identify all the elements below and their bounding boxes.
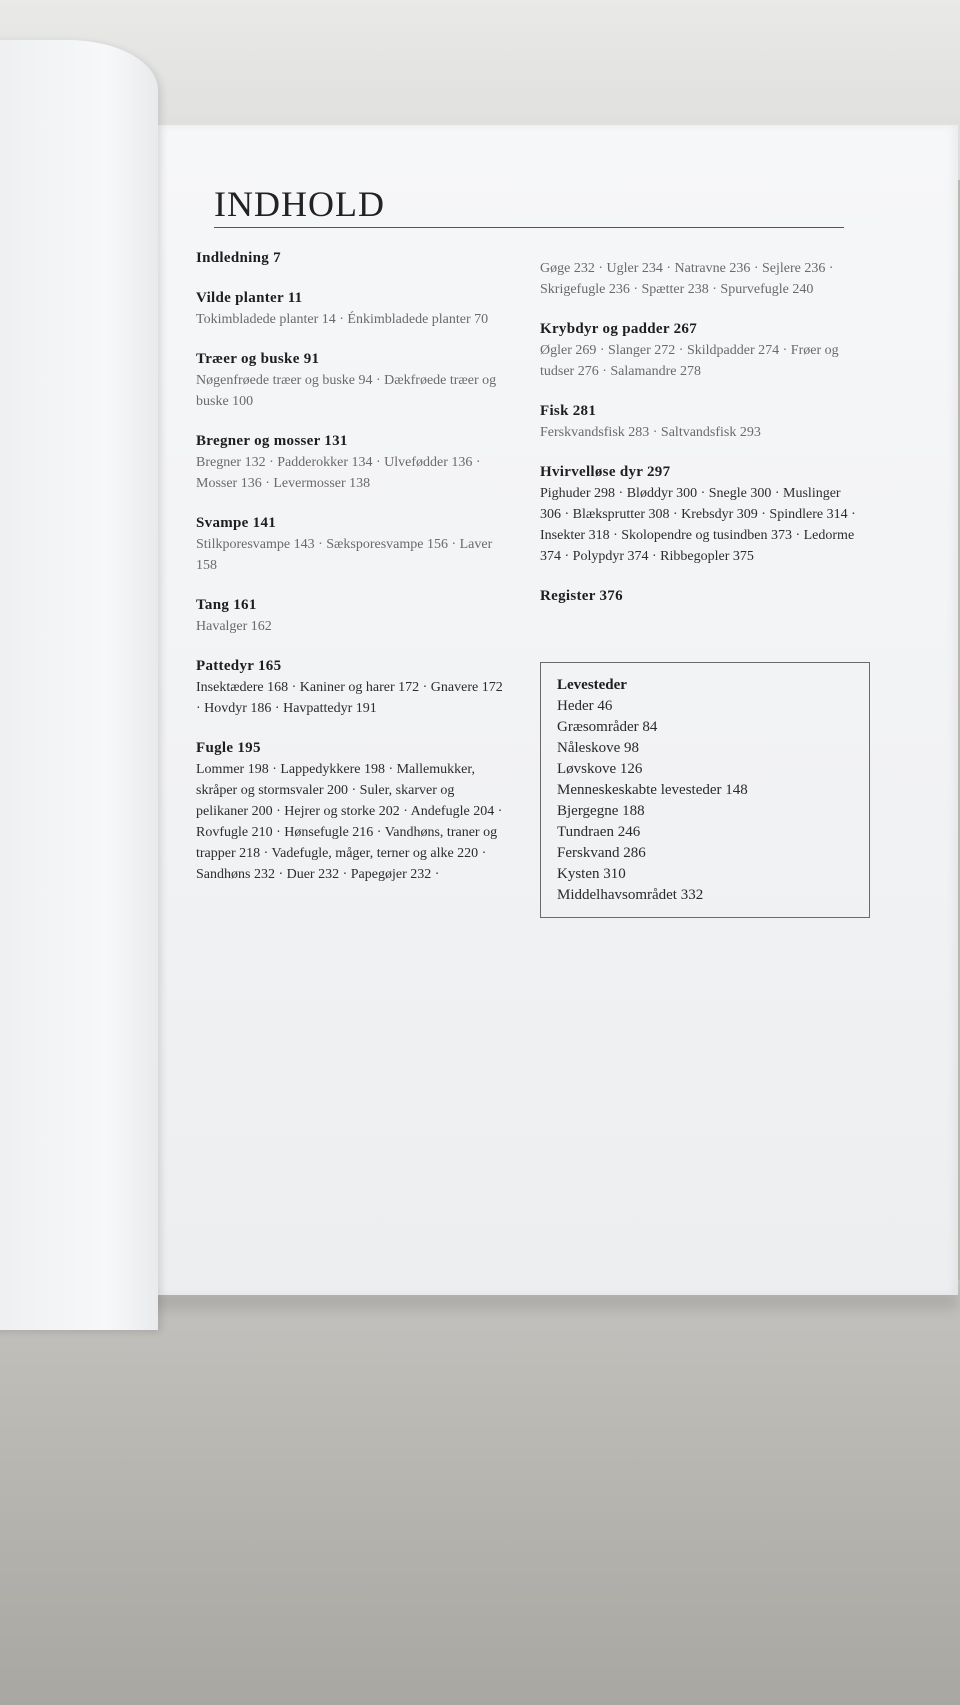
habitat-item: Bjergegne 188 <box>557 803 645 819</box>
toc-items: Tokimbladede planter 14 · Énkimbladede planter 70 <box>196 312 489 327</box>
toc-section-fungi <box>196 513 506 576</box>
toc-heading: Vilde planter 11 <box>196 290 303 306</box>
contents-title: INDHOLD <box>214 184 385 224</box>
habitat-item: Menneskeskabte levesteder 148 <box>557 782 748 798</box>
toc-items: Nøgenfrøede træer og buske 94 · Dækfrøede træer og buske 100 <box>196 373 497 409</box>
habitat-item: Heder 46 <box>557 698 613 714</box>
toc-heading: Indledning 7 <box>196 250 281 266</box>
toc-heading: Fugle 195 <box>196 740 261 756</box>
title-rule <box>214 227 844 228</box>
habitat-item: Ferskvand 286 <box>557 845 646 861</box>
toc-heading: Tang 161 <box>196 597 257 613</box>
table-surface <box>0 1280 960 1705</box>
habitat-item: Løvskove 126 <box>557 761 643 777</box>
toc-section-birds <box>196 738 506 885</box>
habitats-box <box>540 662 870 918</box>
toc-items: Bregner 132 · Padderokker 134 · Ulvefødder 136 · Mosser 136 · Levermosser 138 <box>196 455 481 491</box>
toc-continuation: Gøge 232 · Ugler 234 · Natravne 236 · Sejlere 236 · Skrigefugle 236 · Spætter 238 · Spurvefugle 240 <box>540 261 834 297</box>
toc-heading: Krybdyr og padder 267 <box>540 321 698 337</box>
toc-items: Stilkporesvampe 143 · Sæksporesvampe 156 · Laver 158 <box>196 537 493 573</box>
toc-items: Ferskvandsfisk 283 · Saltvandsfisk 293 <box>540 425 761 440</box>
toc-section-index <box>540 586 860 607</box>
toc-section-wild-plants <box>196 288 506 330</box>
toc-items: Insektædere 168 · Kaniner og harer 172 · Gnavere 172 · Hovdyr 186 · Havpattedyr 191 <box>196 680 503 716</box>
toc-items: Pighuder 298 · Bløddyr 300 · Snegle 300 · Muslinger 306 · Blæksprutter 308 · Krebsdyr 309 · Spindlere 314 · Insekter 318 · Skolopendre og tusindben 373 · Ledorme 374 · Polypdyr 374 · Ribbegopler 375 <box>540 486 856 564</box>
toc-heading: Register 376 <box>540 588 623 604</box>
habitat-item: Græsområder 84 <box>557 719 658 735</box>
toc-section-invertebrates <box>540 462 860 567</box>
habitat-item: Kysten 310 <box>557 866 626 882</box>
toc-items: Lommer 198 · Lappedykkere 198 · Mallemukker, skråper og stormsvaler 200 · Suler, skarver og pelikaner 200 · Hejrer og storke 202 · Andefugle 204 · Rovfugle 210 · Hønsefugle 216 · Vandhøns, traner og trapper 218 · Vadefugle, måger, terner og alke 220 · Sandhøns 232 · Duer 232 · Papegøjer 232 · <box>196 762 503 882</box>
toc-section-fish <box>540 401 860 443</box>
toc-section-introduction <box>196 248 506 269</box>
toc-heading: Hvirvelløse dyr 297 <box>540 464 671 480</box>
toc-heading: Bregner og mosser 131 <box>196 433 348 449</box>
toc-section-reptiles <box>540 319 860 382</box>
habitat-item: Tundraen 246 <box>557 824 641 840</box>
toc-section-ferns <box>196 431 506 494</box>
toc-heading: Svampe 141 <box>196 515 277 531</box>
toc-heading: Pattedyr 165 <box>196 658 282 674</box>
toc-heading: Fisk 281 <box>540 403 597 419</box>
toc-items: Øgler 269 · Slanger 272 · Skildpadder 274 · Frøer og tudser 276 · Salamandre 278 <box>540 343 839 379</box>
right-column <box>540 258 860 626</box>
toc-section-trees <box>196 349 506 412</box>
left-column <box>196 248 506 904</box>
toc-section-seaweed <box>196 595 506 637</box>
habitat-item: Middelhavsområdet 332 <box>557 887 704 903</box>
toc-items: Havalger 162 <box>196 619 272 634</box>
habitats-title: Levesteder <box>557 677 627 693</box>
toc-section-mammals <box>196 656 506 719</box>
left-page-curl <box>0 40 158 1330</box>
habitat-item: Nåleskove 98 <box>557 740 640 756</box>
toc-heading: Træer og buske 91 <box>196 351 320 367</box>
